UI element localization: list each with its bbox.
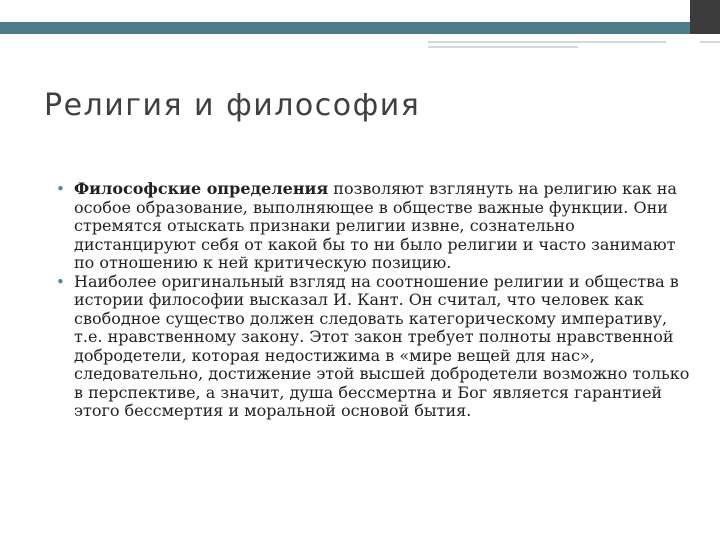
decorative-line-corner: [700, 41, 720, 43]
bullet-list: [56, 180, 696, 421]
slide-title: Религия и философия: [44, 88, 421, 123]
top-margin: [0, 0, 720, 22]
bullet-text: Наиболее оригинальный взгляд на соотношение религии и общества в истории философии высказал И. Кант. Он считал, что человек как свободное существо должен следовать категорическому императиву, т.е. нравственному закону. Этот закон требует полноты нравственной добродетели, которая недостижима в «мире вещей для нас», следовательно, достижение этой высшей добродетели возможно только в перспективе, а значит, душа бессмертна и Бог является гарантией этого бессмертия и моральной основой бытия.: [74, 271, 690, 420]
bullet-bold-lead: Философские определения: [74, 179, 329, 198]
decorative-line: [428, 41, 666, 43]
bullet-item-2: [56, 273, 696, 421]
corner-block: [690, 0, 720, 34]
bullet-item-1: [56, 180, 696, 273]
bullet-icon: •: [56, 272, 65, 291]
decorative-line-short: [428, 46, 578, 48]
bullet-icon: •: [56, 180, 65, 198]
bullet-text: позволяют взглянуть на религию как на особое образование, выполняющее в обществе важные функции. Они стремятся отыскать признаки религии извне, сознательно дистанцируют себя от какой бы то ни было религии и часто занимают по отношению к ней критическую позицию.: [74, 179, 677, 272]
accent-bar: [0, 22, 690, 34]
